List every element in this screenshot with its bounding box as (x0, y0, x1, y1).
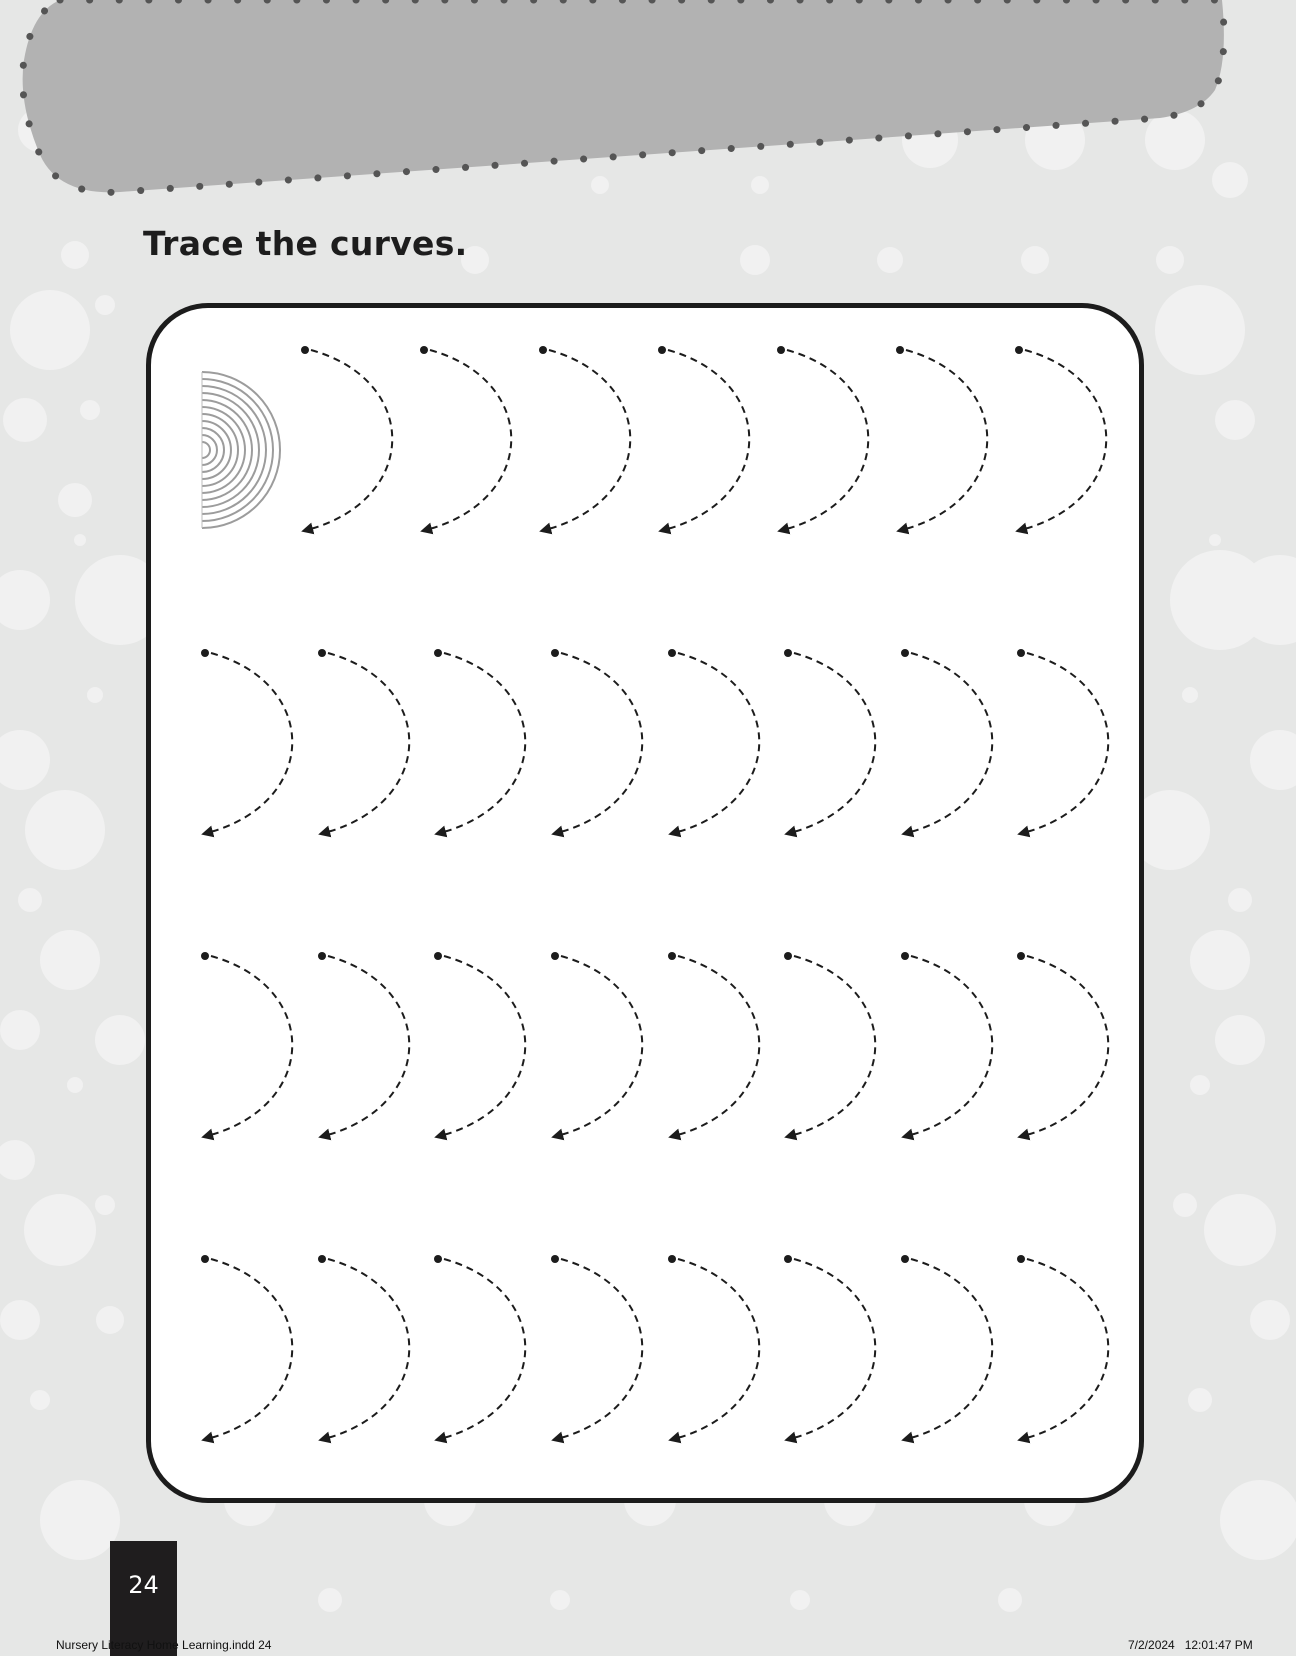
dashed-curve (1021, 350, 1106, 530)
dashed-curve (324, 956, 409, 1136)
start-dot (434, 952, 442, 960)
tracing-curve[interactable] (551, 649, 642, 833)
start-dot (1017, 649, 1025, 657)
tracing-curve[interactable] (668, 952, 759, 1136)
dashed-curve (440, 1259, 525, 1439)
start-dot (201, 649, 209, 657)
dashed-curve (790, 1259, 875, 1439)
tracing-curve[interactable] (784, 649, 875, 833)
tracing-curve[interactable] (201, 1255, 292, 1439)
dashed-curve (207, 956, 292, 1136)
start-dot (318, 649, 326, 657)
tracing-curve[interactable] (901, 1255, 992, 1439)
start-dot (1017, 1255, 1025, 1263)
dashed-curve (674, 956, 759, 1136)
start-dot (420, 346, 428, 354)
tracing-curve[interactable] (201, 952, 292, 1136)
footer-date: 7/2/2024 12:01:47 PM (1128, 1638, 1253, 1652)
tracing-curve[interactable] (551, 1255, 642, 1439)
tracing-curve[interactable] (658, 346, 749, 530)
example-rainbow-curves (202, 372, 280, 528)
tracing-curve[interactable] (1015, 346, 1106, 530)
tracing-curve[interactable] (777, 346, 868, 530)
dashed-curve (324, 653, 409, 833)
dashed-curve (1023, 956, 1108, 1136)
start-dot (784, 649, 792, 657)
tracing-curve[interactable] (551, 952, 642, 1136)
dashed-curve (674, 653, 759, 833)
start-dot (551, 1255, 559, 1263)
tracing-curve[interactable] (901, 952, 992, 1136)
dashed-curve (324, 1259, 409, 1439)
tracing-curve[interactable] (301, 346, 392, 530)
start-dot (668, 649, 676, 657)
start-dot (551, 952, 559, 960)
start-dot (901, 952, 909, 960)
dashed-curve (902, 350, 987, 530)
example-curve (202, 414, 238, 486)
dashed-curve (907, 1259, 992, 1439)
start-dot (901, 1255, 909, 1263)
dashed-curve (907, 653, 992, 833)
start-dot (301, 346, 309, 354)
start-dot (434, 1255, 442, 1263)
start-dot (551, 649, 559, 657)
start-dot (318, 952, 326, 960)
dashed-curve (907, 956, 992, 1136)
start-dot (539, 346, 547, 354)
dashed-curve (557, 653, 642, 833)
dashed-curve (1023, 653, 1108, 833)
tracing-curve[interactable] (539, 346, 630, 530)
tracing-curve[interactable] (434, 1255, 525, 1439)
start-dot (668, 952, 676, 960)
tracing-curve[interactable] (318, 649, 409, 833)
tracing-curve[interactable] (668, 649, 759, 833)
dashed-curve (790, 956, 875, 1136)
tracing-curve[interactable] (901, 649, 992, 833)
dashed-curve (545, 350, 630, 530)
dashed-curve (674, 1259, 759, 1439)
tracing-curve[interactable] (1017, 649, 1108, 833)
start-dot (318, 1255, 326, 1263)
start-dot (668, 1255, 676, 1263)
example-curve (202, 442, 210, 458)
dashed-curve (783, 350, 868, 530)
tracing-curve[interactable] (318, 952, 409, 1136)
dashed-curve (440, 653, 525, 833)
start-dot (1015, 346, 1023, 354)
start-dot (777, 346, 785, 354)
start-dot (784, 952, 792, 960)
example-curve (202, 372, 280, 528)
dashed-curve (790, 653, 875, 833)
dashed-curve (426, 350, 511, 530)
start-dot (201, 952, 209, 960)
start-dot (901, 649, 909, 657)
start-dot (434, 649, 442, 657)
start-dot (658, 346, 666, 354)
tracing-curve[interactable] (668, 1255, 759, 1439)
tracing-curve[interactable] (784, 952, 875, 1136)
start-dot (896, 346, 904, 354)
dashed-curve (207, 1259, 292, 1439)
tracing-curve[interactable] (784, 1255, 875, 1439)
instruction-heading: Trace the curves. (143, 224, 468, 263)
tracing-curve[interactable] (1017, 952, 1108, 1136)
page-number: 24 (128, 1571, 159, 1599)
dashed-curve (664, 350, 749, 530)
tracing-curve[interactable] (201, 649, 292, 833)
start-dot (1017, 952, 1025, 960)
tracing-curve[interactable] (896, 346, 987, 530)
start-dot (201, 1255, 209, 1263)
dashed-curve (307, 350, 392, 530)
dashed-curve (1023, 1259, 1108, 1439)
tracing-curve[interactable] (420, 346, 511, 530)
tracing-curve[interactable] (434, 952, 525, 1136)
tracing-curve[interactable] (318, 1255, 409, 1439)
tracing-curve[interactable] (1017, 1255, 1108, 1439)
dashed-curve (557, 1259, 642, 1439)
tracing-curve[interactable] (434, 649, 525, 833)
footer-file-name: Nursery Literacy Home Learning.indd 24 (56, 1638, 272, 1652)
dashed-curve (207, 653, 292, 833)
start-dot (784, 1255, 792, 1263)
dashed-curve (440, 956, 525, 1136)
dashed-curve (557, 956, 642, 1136)
